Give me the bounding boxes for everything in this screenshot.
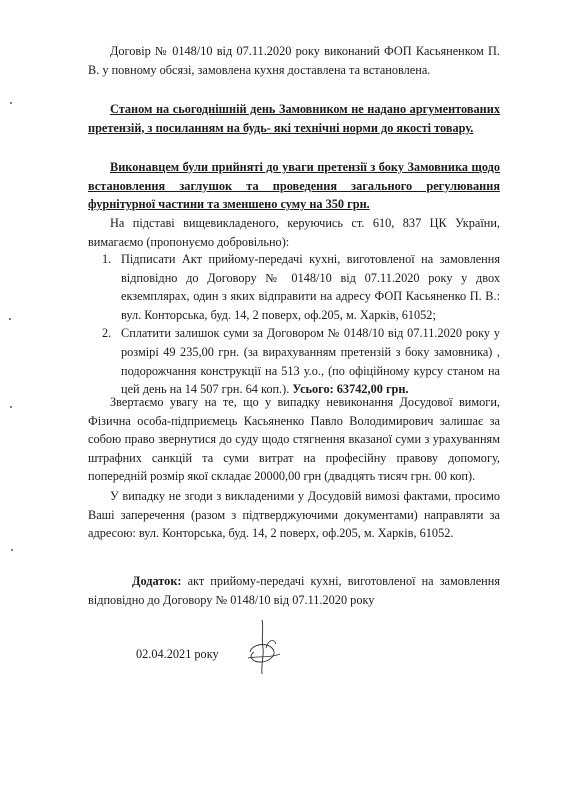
demand-text-1: Підписати Акт прийому-передачі кухні, виготовленої на замовлення відповідно до Договору № 0148/10 від 07.11.2020 року у двох екземплярах, один з яких відправити на адресу ФОП Касьяненко П. В.: вул. Конторська, буд. 14, 2 поверх, оф.205, м. Харків, 61052;	[121, 252, 500, 322]
attachment-label: Додаток:	[132, 574, 182, 588]
scan-speck	[10, 406, 12, 408]
signature-image	[240, 618, 286, 676]
scan-speck	[10, 102, 12, 104]
demand-item-1	[102, 250, 500, 324]
paragraph-contract-status: Договір № 0148/10 від 07.11.2020 року виконаний ФОП Касьяненком П. В. у повному обсязі, замовлена кухня доставлена та встановлена.	[88, 44, 500, 77]
demand-item-2	[102, 324, 500, 398]
paragraph-warning: Звертаємо увагу на те, що у випадку невиконання Досудової вимоги, Фізична особа-підприємець Касьяненко Павло Володимирович залишає за собою право звернутися до суду щодо стягнення вказаної суми з урахуванням штрафних санкцій та суми витрат на професійну правову допомогу, попередній розмір якої складає 20000,00 грн (двадцять тисяч грн. 00 коп).	[88, 395, 500, 484]
document-date: 02.04.2021 року	[136, 647, 219, 661]
paragraph-claims-accepted: Виконавцем були прийняті до уваги претензії з боку Замовника щодо встановлення заглушок та проведення загального регулювання фурнітурної частини та зменшено суму на 350 грн.	[88, 160, 500, 212]
attachment-note	[88, 572, 500, 609]
scan-speck	[9, 318, 11, 320]
paragraph-no-claims: Станом на сьогоднішній день Замовником не надано аргументованих претензій, з посиланням на будь- які технічні норми до якості товару.	[88, 102, 500, 135]
paragraph-objections: У випадку не згоди з викладеними у Досудовій вимозі фактами, просимо Ваші заперечення (разом з підтверджуючими документами) направляти за адресою: вул. Конторська, буд. 14, 2 поверх, оф.205, м. Харків, 61052.	[88, 489, 500, 541]
demand-total: Усього: 63742,00 грн.	[292, 382, 409, 397]
paragraph-demand-intro: На підставі вищевикладеного, керуючись ст. 610, 837 ЦК України, вимагаємо (пропонуємо добровільно):	[88, 216, 500, 249]
demand-text-2: Сплатити залишок суми за Договором № 0148/10 від 07.11.2020 року у розмірі 49 235,00 грн. (за вирахуванням претензій з боку замовника) , подорожчання конструкції на 513 у.о., (по офіційному курсу станом на цей день на 14 507 грн. 64 коп.).	[121, 326, 500, 397]
demand-number-1: 1.	[102, 252, 112, 266]
demands-list	[102, 250, 500, 399]
scan-speck	[11, 549, 13, 551]
attachment-text: акт прийому-передачі кухні, виготовленої на замовлення відповідно до Договору № 0148/10 від 07.11.2020 року	[88, 574, 500, 607]
demand-number-2: 2.	[102, 326, 112, 341]
